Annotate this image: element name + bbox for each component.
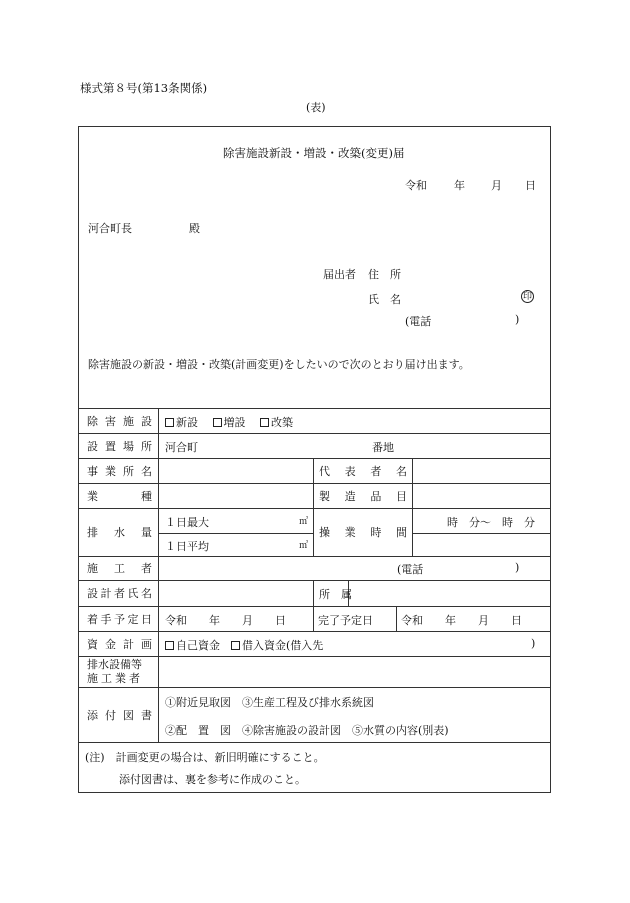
drain-contractor-label-line2: 施工業者 [87,672,143,685]
name-label: 氏 名 [368,293,401,306]
checkbox-remodel[interactable] [260,418,269,427]
checkbox-new[interactable] [165,418,174,427]
product-label: 製 造 品 目 [319,489,407,503]
location-town: 河合町 [165,441,198,454]
finish-date-value: 令和 年 月 日 [401,614,522,627]
funding-label: 資 金 計 画 [87,637,152,651]
form-title: 除害施設新設・増設・改築(変更)届 [223,146,405,160]
designer-label: 設 計 者 氏 名 [87,587,152,600]
constructor-phone-open: (電話 [397,563,424,576]
constructor-phone-close: ) [515,561,520,574]
notes-line2: 添付図書は、裏を参考に作成のこと。 [119,773,306,786]
front-side-label: (表) [306,101,326,114]
operating-hours-value: 時 分〜 時 分 [447,516,535,529]
notice-body: 除害施設の新設・増設・改築(計画変更)をしたいので次のとおり届け出ます。 [88,358,470,371]
funding-close: ) [531,637,536,650]
checkbox-expand[interactable] [213,418,222,427]
date-era: 令和 [405,179,427,192]
start-date-label: 着 手 予 定 日 [87,612,152,626]
drain-contractor-label-line1: 排水設備等 [87,658,142,671]
phone-close: ) [515,313,520,326]
notification-form [78,126,551,793]
checkbox-own-funds[interactable] [165,641,174,650]
date-month: 月 [491,179,502,192]
date-day: 日 [525,179,536,192]
daily-max-label: １日最大 [165,516,209,529]
addressee: 河合町長 [88,222,132,235]
notes-line1: (注) 計画変更の場合は、新旧明確にすること。 [85,751,325,764]
drainage-label: 排 水 量 [87,526,152,539]
daily-max-unit: ㎥ [299,517,309,527]
finish-date-label: 完了予定日 [318,614,373,627]
phone-open: (電話 [405,315,432,328]
checkbox-borrowed-funds[interactable] [231,641,240,650]
form-number: 様式第８号(第13条関係) [80,81,208,95]
attachments-line1: ①附近見取図 ③生産工程及び排水系統図 [165,696,374,709]
date-year: 年 [454,179,465,192]
applicant-label: 届出者 [323,268,356,281]
seal-mark: 印 [522,292,532,302]
facility-options: 新設 増設 改築 [165,414,293,430]
drain-contractor-label [87,658,143,686]
start-date-value: 令和 年 月 日 [165,614,286,627]
location-label: 設 置 場 所 [87,439,152,453]
daily-avg-unit: ㎥ [299,541,309,551]
facility-label: 除 害 施 設 [87,414,152,428]
constructor-label: 施 工 者 [87,562,152,575]
daily-avg-label: １日平均 [165,540,209,553]
affiliation-label: 所 属 [319,588,352,601]
representative-label: 代 表 者 名 [319,464,407,478]
honorific: 殿 [189,222,200,235]
location-banchi: 番地 [372,441,394,454]
operating-hours-label: 操 業 時 間 [319,526,407,539]
business-label: 業 種 [87,489,152,503]
attachments-line2: ②配 置 図 ④除害施設の設計図 ⑤水質の内容(別表) [165,724,449,737]
office-label: 事 業 所 名 [87,464,152,478]
funding-options: 自己資金 借入資金(借入先 [165,637,323,653]
attachments-label: 添 付 図 書 [87,708,152,722]
address-label: 住 所 [368,268,401,281]
